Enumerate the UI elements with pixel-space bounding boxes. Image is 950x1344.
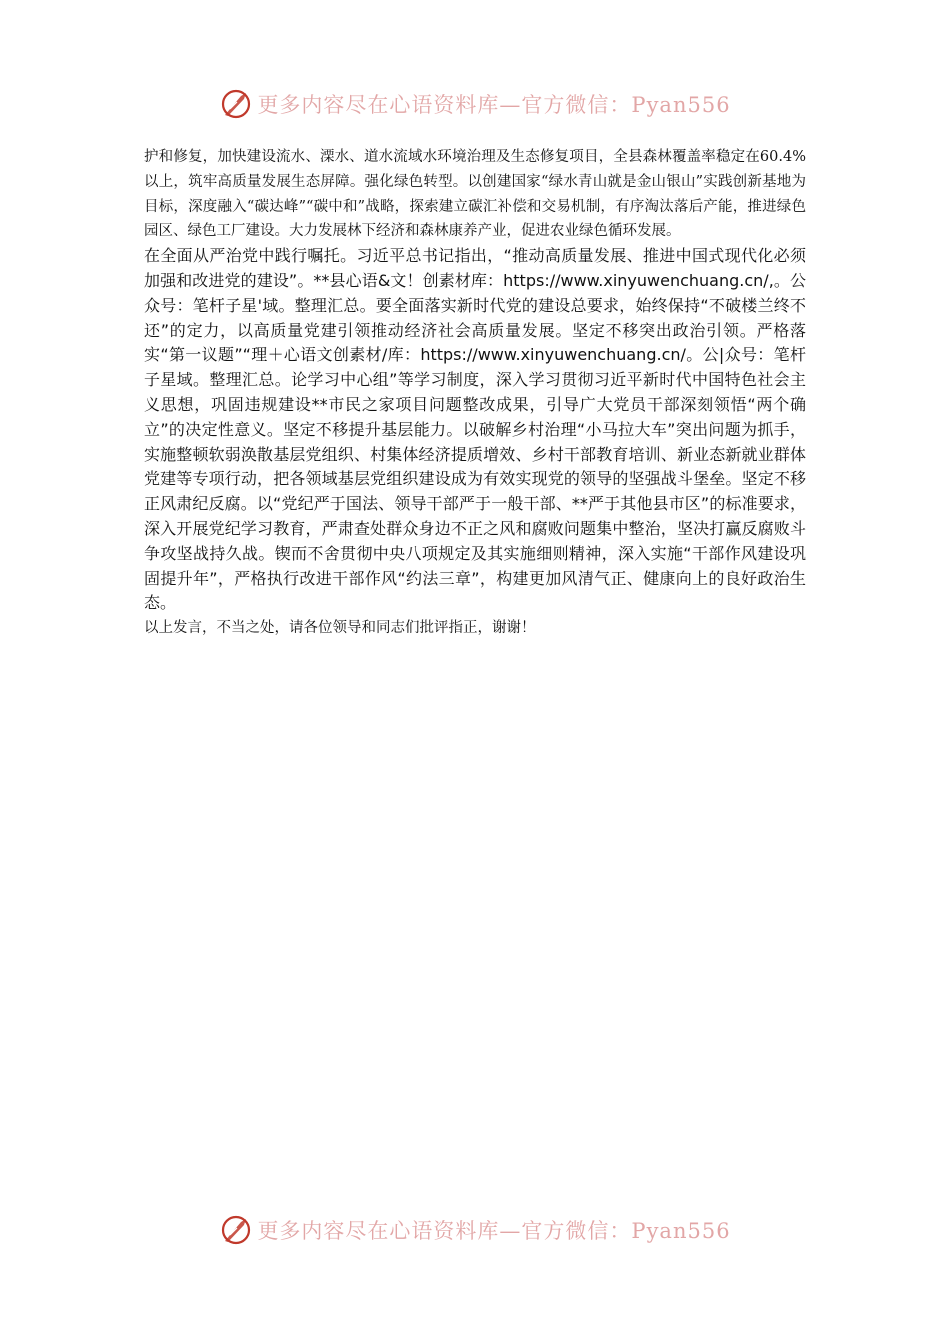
header-banner — [0, 84, 950, 124]
document-body — [144, 145, 806, 641]
banner-text: 更多内容尽在心语资料库—官方微信：Pyan556 — [257, 1219, 731, 1243]
banner-text: 更多内容尽在心语资料库—官方微信：Pyan556 — [257, 93, 731, 117]
paragraph-green-transformation: 护和修复，加快建设流水、溧水、道水流域水环境治理及生态修复项目，全县森林覆盖率稳定在60.4%以上，筑牢高质量发展生态屏障。强化绿色转型。以创建国家“绿水青山就是金山银山”实践创新基地为目标，深度融入“碳达峰”“碳中和”战略，探索建立碳汇补偿和交易机制，有序淘汰落后产能，推进绿色园区、绿色工厂建设。大力发展林下经济和森林康养产业，促进农业绿色循环发展。 — [144, 149, 806, 240]
paragraph-closing: 以上发言，不当之处，请各位领导和同志们批评指正，谢谢！ — [144, 620, 536, 637]
footer-banner — [0, 1210, 950, 1250]
quill-logo-icon — [219, 87, 253, 121]
quill-logo-icon — [219, 1213, 253, 1247]
paragraph-party-building: 在全面从严治党中践行嘱托。习近平总书记指出，“推动高质量发展、推进中国式现代化必须加强和改进党的建设”。**县心语&文！创素材库：https://www.xinyuwenchuang.cn/,。公众号：笔杆子星'域。整理汇总。要全面落实新时代党的建设总要求，始终保持“不破楼兰终不还”的定力，以高质量党建引领推动经济社会高质量发展。坚定不移突出政治引领。严格落实“第一议题”“理＋心语文创素材/库：https://www.xinyuwenchuang.cn/。公|众号：笔杆子星域。整理汇总。论学习中心组”等学习制度，深入学习贯彻习近平新时代中国特色社会主义思想，巩固违规建设**市民之家项目问题整改成果，引导广大党员干部深刻领悟“两个确立”的决定性意义。坚定不移提升基层能力。以破解乡村治理“小马拉大车”突出问题为抓手，实施整顿软弱涣散基层党组织、村集体经济提质增效、乡村干部教育培训、新业态新就业群体党建等专项行动，把各领域基层党组织建设成为有效实现党的领导的坚强战斗堡垒。坚定不移正风肃纪反腐。以“党纪严于国法、领导干部严于一般干部、**严于其他县市区”的标准要求，深入开展党纪学习教育，严肃查处群众身边不正之风和腐败问题集中整治，坚决打赢反腐败斗争攻坚战持久战。锲而不舍贯彻中央八项规定及其实施细则精神，深入实施“干部作风建设巩固提升年”，严格执行改进干部作风“约法三章”，构建更加风清气正、健康向上的良好政治生态。 — [144, 246, 806, 613]
